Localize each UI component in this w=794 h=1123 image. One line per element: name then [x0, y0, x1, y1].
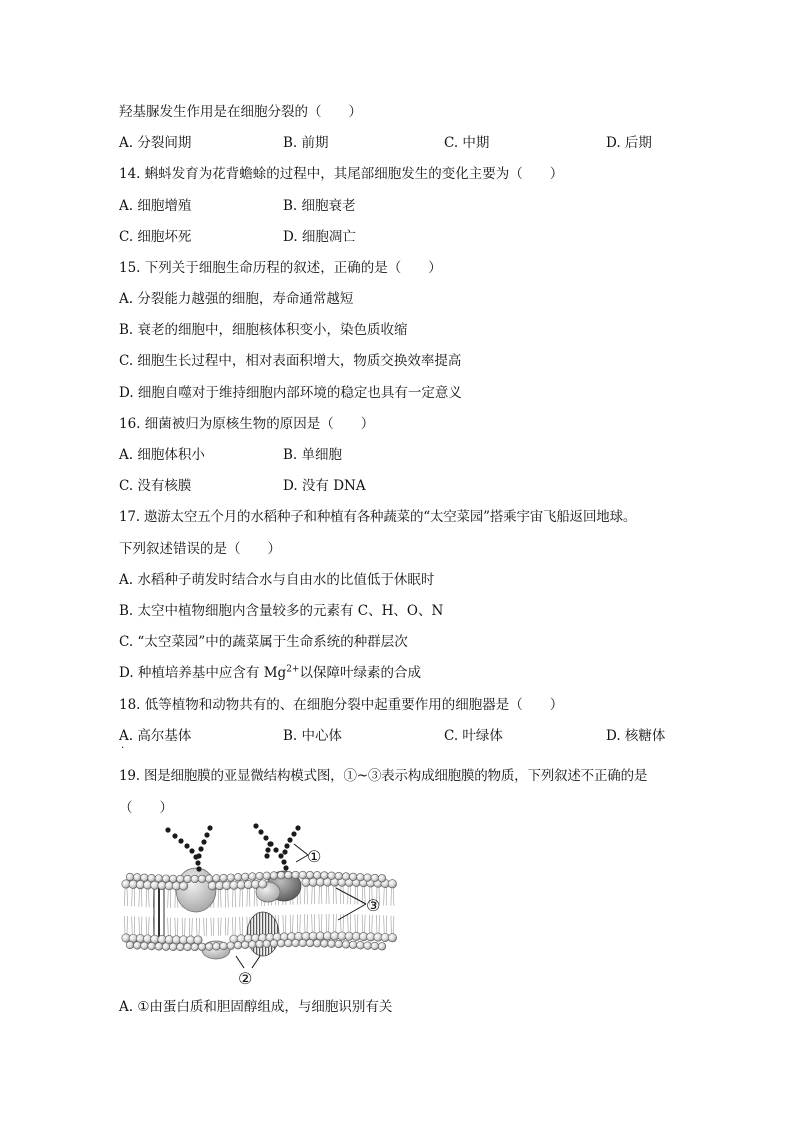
phospholipid-head [126, 941, 134, 949]
phospholipid-head [155, 875, 163, 883]
phospholipid-head [388, 934, 396, 942]
sugar-bead [196, 853, 201, 858]
phospholipid-head [349, 941, 357, 949]
sugar-chains [165, 823, 300, 871]
sugar-bead [172, 833, 177, 838]
q16-option-b: B. 单细胞 [283, 447, 343, 463]
phospholipid-head [371, 942, 379, 950]
sugar-bead [283, 865, 288, 870]
phospholipid-head [249, 873, 257, 881]
sugar-bead [204, 832, 209, 837]
phospholipid-head [169, 943, 177, 951]
q17-stem-line2: 下列叙述错误的是（ ） [119, 541, 281, 557]
phospholipid-head [263, 940, 271, 948]
phospholipid-head [162, 943, 170, 951]
q14-option-c: C. 细胞坏死 [119, 229, 192, 245]
sugar-bead [258, 829, 263, 834]
sugar-bead [189, 848, 194, 853]
q13-option-d: D. 后期 [606, 135, 652, 151]
phospholipid-head [148, 874, 156, 882]
phospholipid-head [378, 875, 386, 883]
phospholipid-head [364, 942, 372, 950]
sugar-bead [291, 831, 296, 836]
phospholipid-head [277, 871, 285, 879]
phospholipid-head [313, 871, 321, 879]
q19-option-a: A. ①由蛋白质和胆固醇组成，与细胞识别有关 [119, 999, 393, 1015]
phospholipid-head [148, 942, 156, 950]
phospholipid-head [313, 939, 321, 947]
phospholipid-head [388, 880, 396, 888]
sugar-bead [267, 841, 272, 846]
phospholipid-head [241, 941, 249, 949]
phospholipid-head [371, 874, 379, 882]
q15-option-a: A. 分裂能力越强的细胞，寿命通常越短 [119, 291, 354, 307]
q18-option-c: C. 叶绿体 [444, 728, 503, 744]
q17-option-a: A. 水稻种子萌发时结合水与自由水的比值低于休眠时 [119, 572, 435, 588]
q17-option-d: D. 种植培养基中应含有 $Mg^{2+}$以保障叶绿素的合成 [119, 664, 421, 681]
sugar-bead [207, 825, 212, 830]
phospholipid-head [292, 871, 300, 879]
phospholipid-head [328, 940, 336, 948]
phospholipid-head [205, 943, 213, 951]
q19-stem-line1: 19. 图是细胞膜的亚显微结构模式图，①~③表示构成细胞膜的物质，下列叙述不正确的是 [119, 768, 648, 784]
q14-stem: 14. 蝌蚪发育为花背蟾蜍的过程中，其尾部细胞发生的变化主要为（ ） [119, 166, 564, 182]
phospholipid-head [184, 875, 192, 883]
phospholipid-head [227, 874, 235, 882]
sugar-bead [281, 859, 286, 864]
q19-stem-line2: （ ） [119, 800, 173, 816]
phospholipid-head [249, 941, 257, 949]
phospholipid-head [357, 873, 365, 881]
stray-dot: · [121, 743, 125, 754]
q16-option-a: A. 细胞体积小 [119, 447, 205, 463]
phospholipid-head [169, 875, 177, 883]
phospholipid-head [285, 871, 293, 879]
sugar-bead [265, 847, 270, 852]
sugar-bead [278, 853, 283, 858]
sugar-bead [295, 825, 300, 830]
phospholipid-head [263, 872, 271, 880]
phospholipid-head [213, 875, 221, 883]
phospholipid-head [162, 875, 170, 883]
label-3: ③ [366, 896, 381, 915]
phospholipid-head [205, 875, 213, 883]
q15-option-c: C. 细胞生长过程中，相对表面积增大，物质交换效率提高 [119, 353, 462, 369]
phospholipid-head [328, 872, 336, 880]
phospholipid-head [234, 941, 242, 949]
sugar-bead [264, 853, 269, 858]
q15-option-d: D. 细胞自噬对于维持细胞内部环境的稳定也具有一定意义 [119, 385, 462, 401]
phospholipid-head [133, 874, 141, 882]
phospholipid-head [306, 939, 314, 947]
cell-membrane-diagram [118, 822, 398, 990]
q17-stem-line1: 17. 遨游太空五个月的水稻种子和种植有各种蔬菜的“太空菜园”搭乘宇宙飞船返回地球。 [119, 509, 637, 525]
phospholipid-head [321, 872, 329, 880]
sugar-bead [273, 847, 278, 852]
phospholipid-head [220, 942, 228, 950]
phospholipid-head [299, 871, 307, 879]
phospholipid-head [270, 872, 278, 880]
phospholipid-head [256, 940, 264, 948]
q13-stem: 羟基脲发生作用是在细胞分裂的（ ） [119, 104, 362, 120]
phospholipid-head [270, 940, 278, 948]
phospholipid-head [378, 943, 386, 951]
q13-option-c: C. 中期 [444, 135, 490, 151]
phospholipid-head [306, 871, 314, 879]
phospholipid-head [335, 872, 343, 880]
phospholipid-head [191, 875, 199, 883]
phospholipid-head [335, 940, 343, 948]
phospholipid-head [126, 873, 134, 881]
phospholipid-head [241, 873, 249, 881]
sugar-bead [282, 849, 287, 854]
phospholipid-head [321, 940, 329, 948]
phospholipid-head [191, 943, 199, 951]
q14-option-d: D. 细胞凋亡 [283, 229, 356, 245]
q17-option-b: B. 太空中植物细胞内含量较多的元素有 C、H、O、N [119, 603, 444, 619]
phospholipid-head [364, 874, 372, 882]
sugar-bead [287, 837, 292, 842]
q15-stem: 15. 下列关于细胞生命历程的叙述，正确的是（ ） [119, 260, 442, 276]
sugar-bead [201, 839, 206, 844]
sugar-bead [184, 843, 189, 848]
phospholipid-head [259, 880, 267, 888]
phospholipid-head [292, 939, 300, 947]
phospholipid-head [213, 943, 221, 951]
phospholipid-head [141, 874, 149, 882]
q14-option-b: B. 细胞衰老 [283, 198, 356, 214]
sugar-bead [165, 827, 170, 832]
q13-option-a: A. 分裂间期 [119, 135, 192, 151]
sugar-bead [253, 823, 258, 828]
phospholipid-head [155, 943, 163, 951]
label-2: ② [238, 969, 253, 988]
sugar-bead [196, 866, 201, 871]
phospholipid-head [277, 939, 285, 947]
phospholipid-head [342, 873, 350, 881]
phospholipid-head [220, 874, 228, 882]
phospholipid-head [141, 942, 149, 950]
q16-option-d: D. 没有 DNA [283, 478, 366, 494]
phospholipid-head [299, 939, 307, 947]
phospholipid-head [184, 943, 192, 951]
q16-stem: 16. 细菌被归为原核生物的原因是（ ） [119, 416, 375, 432]
phospholipid-head [342, 941, 350, 949]
q15-option-b: B. 衰老的细胞中，细胞核体积变小，染色质收缩 [119, 322, 408, 338]
phospholipid-head [198, 875, 206, 883]
sugar-bead [198, 846, 203, 851]
sugar-bead [195, 860, 200, 865]
q18-stem: 18. 低等植物和动物共有的、在细胞分裂中起重要作用的细胞器是（ ） [119, 697, 564, 713]
q14-option-a: A. 细胞增殖 [119, 198, 192, 214]
q18-option-d: D. 核糖体 [606, 728, 666, 744]
phospholipid-head [133, 942, 141, 950]
phospholipid-head [177, 875, 185, 883]
q18-option-b: B. 中心体 [283, 728, 343, 744]
phospholipid-head [285, 939, 293, 947]
sugar-bead [263, 835, 268, 840]
q13-option-b: B. 前期 [283, 135, 329, 151]
phospholipid-head [256, 872, 264, 880]
q17-option-c: C. “太空菜园”中的蔬菜属于生命系统的种群层次 [119, 634, 408, 650]
sugar-bead [178, 838, 183, 843]
phospholipid-head [349, 873, 357, 881]
phospholipid-head [357, 941, 365, 949]
phospholipid-head [177, 943, 185, 951]
q18-option-a: A. 高尔基体 [119, 728, 192, 744]
phospholipid-head [198, 943, 206, 951]
label-1: ① [307, 847, 322, 866]
phospholipid-head [227, 942, 235, 950]
phospholipid-head [234, 873, 242, 881]
q16-option-c: C. 没有核膜 [119, 478, 192, 494]
sugar-bead [284, 843, 289, 848]
